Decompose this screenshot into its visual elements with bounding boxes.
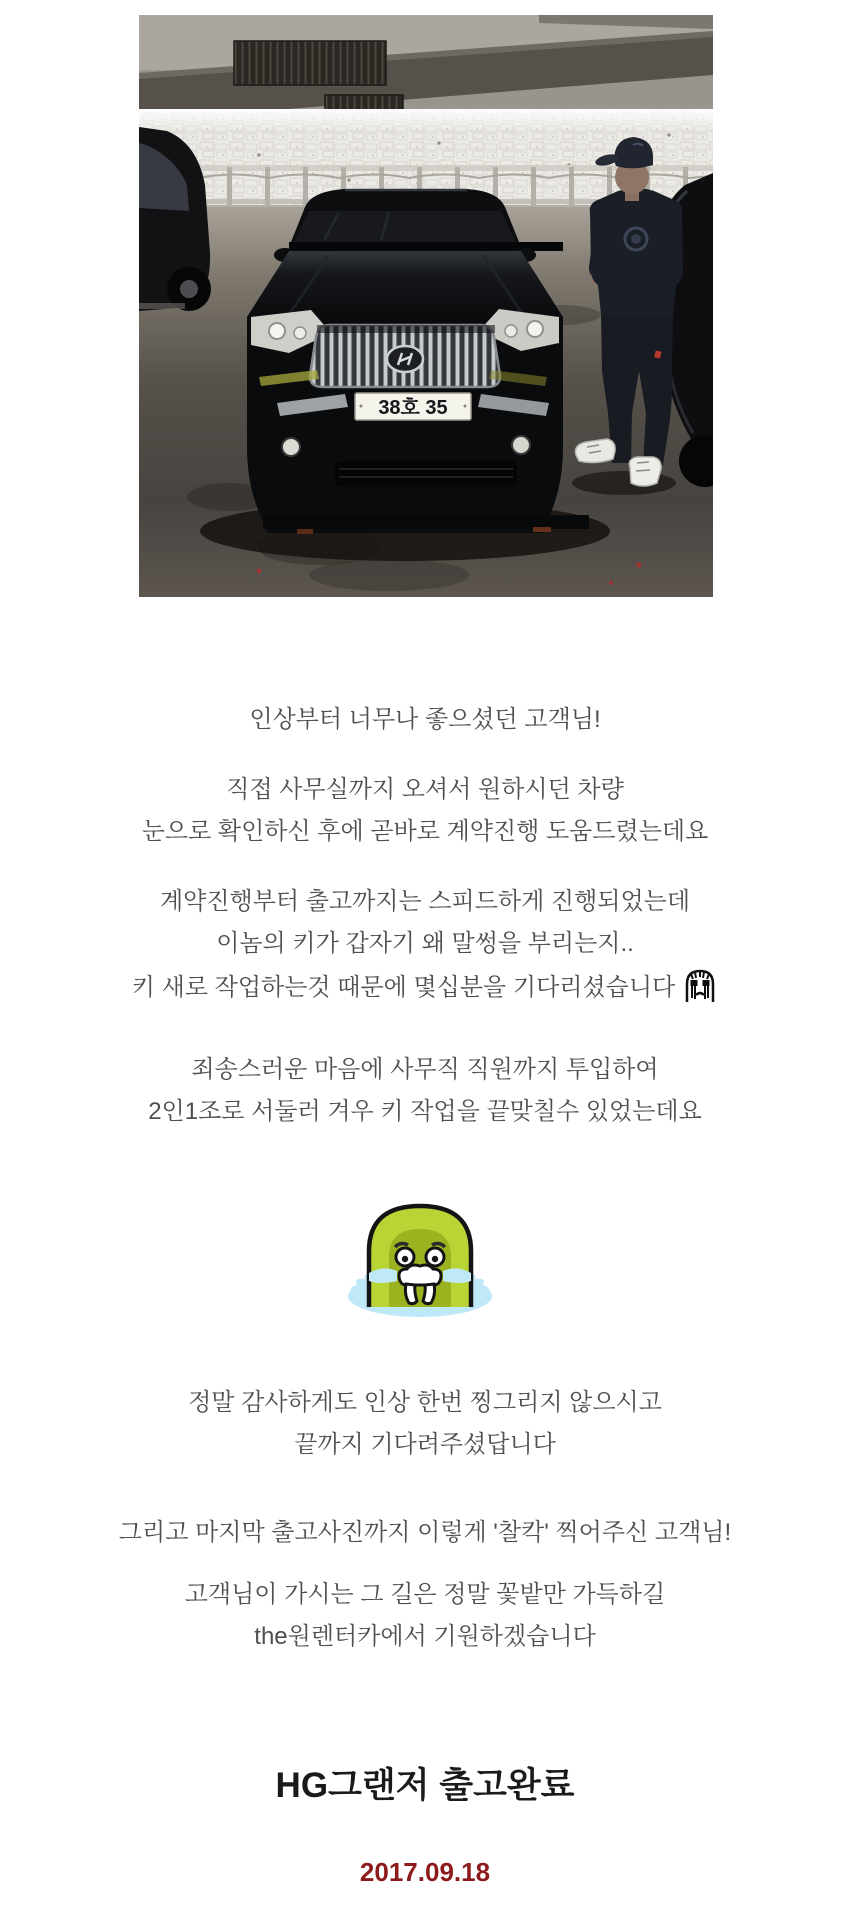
post-text-line: 정말 감사하게도 인상 한번 찡그리지 않으시고 [188, 1389, 662, 1416]
car-delivery-photo [139, 15, 713, 597]
post-text-line: 고객님이 가시는 그 길은 정말 꽃밭만 가득하길 [184, 1581, 666, 1608]
post-text: 키 새로 작업하는것 때문에 몇십분을 기다리셨습니다 [131, 974, 676, 1001]
post-text-line: 끝까지 기다려주셨답니다 [294, 1431, 556, 1458]
post-text-line: the원렌터카에서 기원하겠습니다 [254, 1623, 596, 1650]
crying-face-emoticon [682, 968, 718, 1004]
parking-garage-scene [139, 15, 713, 597]
post-text-line: 눈으로 확인하신 후에 곧바로 계약진행 도움드렸는데요 [141, 818, 709, 845]
post-date: 2017.09.18 [359, 1857, 491, 1887]
post-text-line: 직접 사무실까지 오셔서 원하시던 차량 [226, 776, 624, 803]
license-plate [355, 393, 471, 420]
post-text-line: 계약진행부터 출고까지는 스피드하게 진행되었는데 [159, 888, 691, 915]
post-title: HG그랜저 출고완료 [275, 1766, 575, 1805]
license-plate-text: 38호 35 [378, 397, 448, 419]
post-text-line: 인상부터 너무나 좋으셨던 고객님! [249, 706, 601, 733]
post-text-line: 죄송스러운 마음에 사무직 직원까지 투입하여 [191, 1056, 659, 1083]
post-text-line: 2인1조로 서둘러 겨우 키 작업을 끝맞칠수 있었는데요 [148, 1098, 702, 1125]
post-text-line [0, 968, 850, 1005]
green-crying-emoji [343, 1193, 497, 1320]
post-text-line: 이놈의 키가 갑자기 왜 말썽을 부리는지.. [216, 930, 634, 957]
post-text-line: 그리고 마지막 출고사진까지 이렇게 '찰칵' 찍어주신 고객님! [118, 1519, 732, 1546]
